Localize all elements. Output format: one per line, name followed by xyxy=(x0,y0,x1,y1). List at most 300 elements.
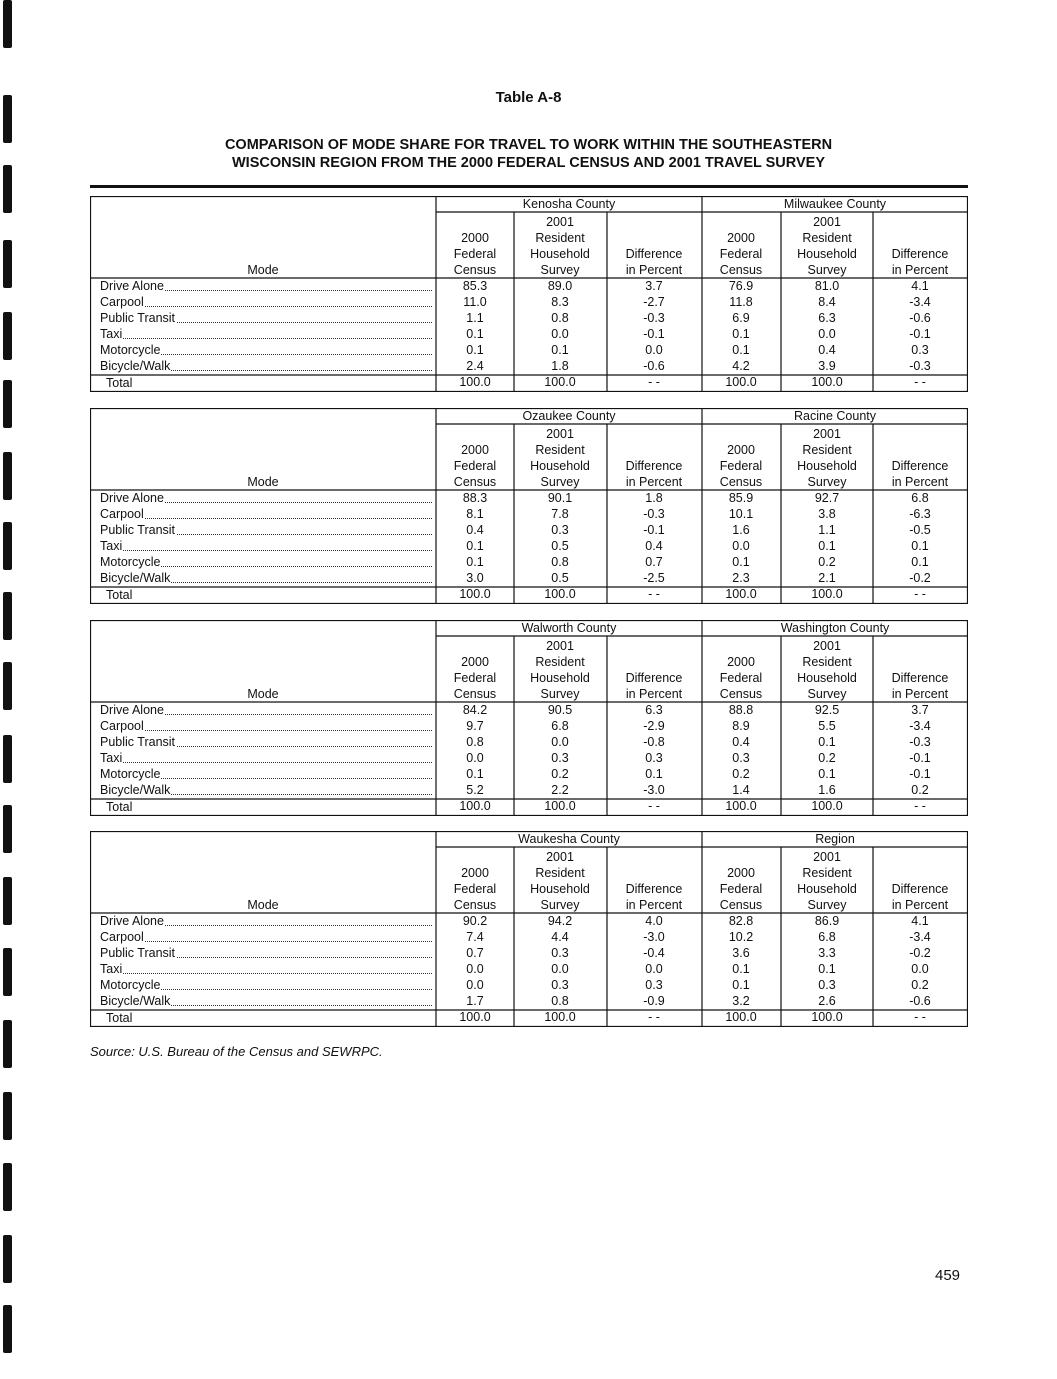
binder-mark xyxy=(3,1092,12,1140)
binder-mark xyxy=(3,1235,12,1283)
difference-header: Difference xyxy=(625,459,683,473)
binder-mark xyxy=(3,522,12,570)
survey-cell: 0.2 xyxy=(551,767,569,781)
leader-dots xyxy=(100,762,432,763)
total-survey-cell: 100.0 xyxy=(544,1010,576,1024)
survey-cell: 90.5 xyxy=(547,703,573,717)
table-block xyxy=(90,831,968,1027)
total-census-cell: 100.0 xyxy=(459,799,491,813)
survey-header: 2001 xyxy=(546,427,574,441)
census-cell: 8.9 xyxy=(732,719,750,733)
leader-dots xyxy=(100,518,432,519)
mode-label-text: Drive Alone xyxy=(100,491,164,505)
survey-header: Household xyxy=(797,459,857,473)
mode-row-label xyxy=(100,278,432,294)
total-difference-cell: - - xyxy=(648,587,660,601)
mode-row-label xyxy=(100,294,432,310)
survey-cell: 92.5 xyxy=(814,703,840,717)
mode-row-label xyxy=(100,310,432,326)
census-cell: 9.7 xyxy=(466,719,484,733)
survey-header: Resident xyxy=(535,866,585,880)
survey-header: Household xyxy=(530,882,590,896)
mode-label-text: Motorcycle xyxy=(100,343,161,357)
group-title: Racine County xyxy=(794,409,876,423)
total-difference-cell: - - xyxy=(914,587,926,601)
binder-mark xyxy=(3,312,12,360)
mode-label-text: Taxi xyxy=(100,327,123,341)
survey-cell: 4.4 xyxy=(551,930,569,944)
census-cell: 0.8 xyxy=(466,735,484,749)
mode-label-text: Motorcycle xyxy=(100,555,161,569)
binder-mark xyxy=(3,1020,12,1068)
survey-header: Survey xyxy=(540,263,580,277)
survey-header: 2001 xyxy=(546,215,574,229)
survey-header: 2001 xyxy=(813,427,841,441)
census-cell: 0.1 xyxy=(466,539,484,553)
difference-cell: -0.8 xyxy=(643,735,665,749)
total-census-cell: 100.0 xyxy=(725,1010,757,1024)
survey-cell: 92.7 xyxy=(814,491,840,505)
leader-dots xyxy=(100,730,432,731)
difference-header: Difference xyxy=(625,247,683,261)
difference-cell: -0.6 xyxy=(909,994,931,1008)
difference-header: in Percent xyxy=(891,687,949,701)
census-header: Federal xyxy=(453,459,497,473)
page-number: 459 xyxy=(935,1267,961,1284)
difference-cell: -3.0 xyxy=(643,783,665,797)
survey-header: Resident xyxy=(535,231,585,245)
census-cell: 0.1 xyxy=(466,343,484,357)
survey-cell: 3.8 xyxy=(818,507,836,521)
group-title: Walworth County xyxy=(521,621,617,635)
mode-row-label xyxy=(100,750,432,766)
mode-row-label xyxy=(100,522,432,538)
difference-header: Difference xyxy=(891,459,949,473)
total-census-cell: 100.0 xyxy=(459,1010,491,1024)
census-header: Federal xyxy=(453,247,497,261)
difference-header: in Percent xyxy=(891,898,949,912)
binder-mark xyxy=(3,948,12,996)
difference-cell: -0.1 xyxy=(909,751,931,765)
survey-cell: 0.1 xyxy=(818,767,836,781)
mode-label-text: Public Transit xyxy=(100,946,176,960)
survey-cell: 7.8 xyxy=(551,507,569,521)
census-cell: 0.0 xyxy=(466,978,484,992)
mode-label-text: Public Transit xyxy=(100,311,176,325)
census-header: Federal xyxy=(453,671,497,685)
survey-cell: 0.0 xyxy=(551,327,569,341)
binder-mark xyxy=(3,452,12,500)
binder-mark xyxy=(3,165,12,213)
census-cell: 0.0 xyxy=(466,751,484,765)
survey-cell: 0.1 xyxy=(818,962,836,976)
binder-margin xyxy=(0,0,14,1379)
census-cell: 0.2 xyxy=(732,767,750,781)
difference-cell: -0.6 xyxy=(909,311,931,325)
survey-cell: 0.1 xyxy=(551,343,569,357)
mode-label-text: Bicycle/Walk xyxy=(100,571,171,585)
survey-header: 2001 xyxy=(813,639,841,653)
mode-row-label xyxy=(100,506,432,522)
mode-row-label xyxy=(100,766,432,782)
difference-cell: 0.2 xyxy=(911,978,929,992)
census-cell: 0.1 xyxy=(732,327,750,341)
census-cell: 0.4 xyxy=(466,523,484,537)
difference-cell: 0.0 xyxy=(645,962,663,976)
mode-label-text: Motorcycle xyxy=(100,767,161,781)
census-header: Census xyxy=(453,898,497,912)
mode-row-label xyxy=(100,342,432,358)
survey-cell: 0.0 xyxy=(818,327,836,341)
survey-header: Household xyxy=(797,882,857,896)
mode-label-text: Public Transit xyxy=(100,523,176,537)
difference-header: Difference xyxy=(891,247,949,261)
census-cell: 2.3 xyxy=(732,571,750,585)
binder-mark xyxy=(3,1163,12,1211)
leader-dots xyxy=(100,973,432,974)
mode-row-label xyxy=(100,718,432,734)
mode-label-text: Public Transit xyxy=(100,735,176,749)
census-cell: 2.4 xyxy=(466,359,484,373)
census-cell: 82.8 xyxy=(728,914,754,928)
census-cell: 8.1 xyxy=(466,507,484,521)
survey-cell: 1.6 xyxy=(818,783,836,797)
census-header: Federal xyxy=(719,459,763,473)
survey-header: Survey xyxy=(540,898,580,912)
mode-row-label xyxy=(100,961,432,977)
difference-header: in Percent xyxy=(891,475,949,489)
total-difference-cell: - - xyxy=(648,1010,660,1024)
total-census-cell: 100.0 xyxy=(459,375,491,389)
survey-cell: 0.8 xyxy=(551,311,569,325)
mode-label-text: Bicycle/Walk xyxy=(100,783,171,797)
mode-label-text: Carpool xyxy=(100,295,144,309)
total-difference-cell: - - xyxy=(914,375,926,389)
census-cell: 0.1 xyxy=(466,327,484,341)
binder-mark xyxy=(3,592,12,640)
census-cell: 88.3 xyxy=(462,491,488,505)
difference-cell: 0.0 xyxy=(645,343,663,357)
total-difference-cell: - - xyxy=(914,799,926,813)
binder-mark xyxy=(3,380,12,428)
table-label: Table A-8 xyxy=(495,89,562,106)
survey-cell: 0.8 xyxy=(551,555,569,569)
survey-header: Resident xyxy=(535,443,585,457)
binder-mark xyxy=(3,662,12,710)
total-survey-cell: 100.0 xyxy=(811,1010,843,1024)
difference-cell: -2.9 xyxy=(643,719,665,733)
census-header: Census xyxy=(719,898,763,912)
leader-dots xyxy=(100,550,432,551)
difference-cell: 0.4 xyxy=(645,539,663,553)
difference-cell: -0.5 xyxy=(909,523,931,537)
survey-header: Resident xyxy=(802,231,852,245)
mode-header: Mode xyxy=(247,898,279,912)
census-header: Federal xyxy=(453,882,497,896)
table-block xyxy=(90,196,968,392)
difference-cell: 0.3 xyxy=(645,751,663,765)
survey-cell: 0.1 xyxy=(818,735,836,749)
difference-cell: 0.3 xyxy=(645,978,663,992)
survey-cell: 8.3 xyxy=(551,295,569,309)
census-cell: 5.2 xyxy=(466,783,484,797)
census-cell: 11.8 xyxy=(729,295,753,309)
census-cell: 1.6 xyxy=(732,523,750,537)
census-cell: 0.3 xyxy=(732,751,750,765)
survey-header: Household xyxy=(530,247,590,261)
census-cell: 85.9 xyxy=(728,491,754,505)
mode-label-text: Carpool xyxy=(100,719,144,733)
census-cell: 3.0 xyxy=(466,571,484,585)
survey-cell: 0.8 xyxy=(551,994,569,1008)
difference-cell: 0.7 xyxy=(645,555,663,569)
mode-header: Mode xyxy=(247,687,279,701)
mode-row-label xyxy=(100,913,432,929)
mode-row-label xyxy=(100,538,432,554)
mode-row-label xyxy=(100,734,432,750)
difference-cell: 0.0 xyxy=(911,962,929,976)
difference-cell: 0.2 xyxy=(911,783,929,797)
binder-mark xyxy=(3,1305,12,1353)
census-header: Census xyxy=(453,263,497,277)
survey-header: Resident xyxy=(802,866,852,880)
total-survey-cell: 100.0 xyxy=(811,375,843,389)
difference-header: Difference xyxy=(891,882,949,896)
survey-header: Resident xyxy=(535,655,585,669)
census-cell: 0.1 xyxy=(466,555,484,569)
total-row-label: Total xyxy=(106,376,133,390)
survey-cell: 0.3 xyxy=(551,751,569,765)
survey-cell: 0.5 xyxy=(551,539,569,553)
survey-header: Survey xyxy=(540,475,580,489)
survey-cell: 8.4 xyxy=(818,295,836,309)
difference-cell: 3.7 xyxy=(645,279,663,293)
total-survey-cell: 100.0 xyxy=(811,799,843,813)
census-header: Census xyxy=(719,263,763,277)
survey-cell: 6.8 xyxy=(551,719,569,733)
survey-cell: 0.0 xyxy=(551,962,569,976)
survey-header: Survey xyxy=(807,263,847,277)
census-header: Federal xyxy=(719,882,763,896)
mode-label-text: Bicycle/Walk xyxy=(100,359,171,373)
table-block xyxy=(90,620,968,816)
census-header: Federal xyxy=(719,671,763,685)
total-survey-cell: 100.0 xyxy=(544,587,576,601)
total-census-cell: 100.0 xyxy=(725,587,757,601)
mode-label-text: Carpool xyxy=(100,930,144,944)
difference-cell: -0.2 xyxy=(909,946,931,960)
census-cell: 90.2 xyxy=(462,914,488,928)
difference-cell: -3.4 xyxy=(909,295,931,309)
mode-row-label xyxy=(100,358,432,374)
difference-cell: -2.7 xyxy=(643,295,665,309)
census-header: Census xyxy=(719,475,763,489)
difference-header: in Percent xyxy=(625,263,683,277)
census-cell: 4.2 xyxy=(732,359,750,373)
group-title: Kenosha County xyxy=(522,197,616,211)
survey-cell: 0.5 xyxy=(551,571,569,585)
total-difference-cell: - - xyxy=(914,1010,926,1024)
leader-dots xyxy=(100,338,432,339)
mode-row-label xyxy=(100,977,432,993)
survey-cell: 5.5 xyxy=(818,719,836,733)
census-cell: 0.1 xyxy=(732,555,750,569)
title-line-1: COMPARISON OF MODE SHARE FOR TRAVEL TO WORK WITHIN THE SOUTHEASTERN xyxy=(224,137,833,153)
census-header: 2000 xyxy=(727,443,755,457)
survey-cell: 1.8 xyxy=(551,359,569,373)
group-title: Ozaukee County xyxy=(522,409,616,423)
difference-cell: -0.1 xyxy=(643,327,665,341)
survey-header: Resident xyxy=(802,655,852,669)
difference-header: Difference xyxy=(891,671,949,685)
census-header: 2000 xyxy=(727,866,755,880)
mode-label-text: Drive Alone xyxy=(100,703,164,717)
census-cell: 10.2 xyxy=(728,930,754,944)
census-cell: 85.3 xyxy=(462,279,488,293)
difference-cell: 3.7 xyxy=(911,703,929,717)
survey-cell: 94.2 xyxy=(547,914,573,928)
mode-row-label xyxy=(100,554,432,570)
census-cell: 0.0 xyxy=(466,962,484,976)
difference-cell: 4.0 xyxy=(645,914,663,928)
census-header: 2000 xyxy=(461,866,489,880)
difference-header: in Percent xyxy=(625,687,683,701)
survey-cell: 90.1 xyxy=(547,491,573,505)
survey-cell: 89.0 xyxy=(547,279,573,293)
difference-cell: 6.8 xyxy=(911,491,929,505)
census-header: 2000 xyxy=(727,655,755,669)
survey-header: 2001 xyxy=(813,850,841,864)
mode-header: Mode xyxy=(247,263,279,277)
survey-cell: 81.0 xyxy=(814,279,840,293)
census-cell: 6.9 xyxy=(732,311,750,325)
census-cell: 11.0 xyxy=(463,295,487,309)
survey-header: Survey xyxy=(807,687,847,701)
difference-cell: -0.2 xyxy=(909,571,931,585)
survey-cell: 0.2 xyxy=(818,555,836,569)
mode-row-label xyxy=(100,993,432,1009)
census-header: Federal xyxy=(719,247,763,261)
census-header: Census xyxy=(453,475,497,489)
survey-header: Survey xyxy=(807,475,847,489)
census-cell: 88.8 xyxy=(728,703,754,717)
mode-label-text: Drive Alone xyxy=(100,914,164,928)
source-note: Source: U.S. Bureau of the Census and SEWRPC. xyxy=(90,1044,383,1059)
census-cell: 0.4 xyxy=(732,735,750,749)
census-cell: 7.4 xyxy=(466,930,484,944)
difference-header: Difference xyxy=(625,671,683,685)
difference-cell: 0.1 xyxy=(645,767,663,781)
census-header: 2000 xyxy=(461,655,489,669)
group-title: Milwaukee County xyxy=(783,197,887,211)
difference-cell: -0.1 xyxy=(643,523,665,537)
difference-cell: -0.1 xyxy=(909,767,931,781)
difference-cell: -0.3 xyxy=(909,359,931,373)
difference-header: Difference xyxy=(625,882,683,896)
difference-cell: 0.1 xyxy=(911,539,929,553)
mode-row-label xyxy=(100,702,432,718)
binder-mark xyxy=(3,877,12,925)
census-cell: 84.2 xyxy=(462,703,488,717)
survey-cell: 86.9 xyxy=(814,914,840,928)
total-census-cell: 100.0 xyxy=(459,587,491,601)
mode-row-label xyxy=(100,570,432,586)
difference-cell: -3.4 xyxy=(909,930,931,944)
survey-cell: 3.9 xyxy=(818,359,836,373)
census-cell: 76.9 xyxy=(728,279,754,293)
difference-cell: -0.4 xyxy=(643,946,665,960)
survey-header: 2001 xyxy=(546,639,574,653)
difference-cell: -3.4 xyxy=(909,719,931,733)
total-row-label: Total xyxy=(106,1011,133,1025)
mode-label-text: Carpool xyxy=(100,507,144,521)
census-header: 2000 xyxy=(727,231,755,245)
survey-header: 2001 xyxy=(813,215,841,229)
survey-cell: 1.1 xyxy=(818,523,836,537)
mode-row-label xyxy=(100,490,432,506)
difference-cell: -6.3 xyxy=(909,507,931,521)
difference-cell: 6.3 xyxy=(645,703,663,717)
difference-cell: -0.6 xyxy=(643,359,665,373)
mode-row-label xyxy=(100,945,432,961)
survey-header: Household xyxy=(530,671,590,685)
mode-row-label xyxy=(100,326,432,342)
census-header: 2000 xyxy=(461,443,489,457)
census-cell: 1.7 xyxy=(466,994,484,1008)
census-cell: 0.1 xyxy=(466,767,484,781)
census-cell: 0.1 xyxy=(732,962,750,976)
binder-mark xyxy=(3,735,12,783)
census-cell: 0.1 xyxy=(732,343,750,357)
census-cell: 10.1 xyxy=(728,507,754,521)
census-cell: 0.7 xyxy=(466,946,484,960)
difference-cell: 4.1 xyxy=(911,914,929,928)
binder-mark xyxy=(3,805,12,853)
survey-cell: 0.3 xyxy=(551,523,569,537)
mode-header: Mode xyxy=(247,475,279,489)
mode-row-label xyxy=(100,929,432,945)
survey-header: 2001 xyxy=(546,850,574,864)
survey-header: Household xyxy=(530,459,590,473)
total-difference-cell: - - xyxy=(648,799,660,813)
total-row-label: Total xyxy=(106,588,133,602)
total-survey-cell: 100.0 xyxy=(544,375,576,389)
difference-header: in Percent xyxy=(625,475,683,489)
difference-cell: -0.3 xyxy=(643,507,665,521)
census-cell: 1.1 xyxy=(466,311,484,325)
survey-cell: 6.3 xyxy=(818,311,836,325)
census-cell: 3.2 xyxy=(732,994,750,1008)
survey-cell: 0.0 xyxy=(551,735,569,749)
binder-mark xyxy=(3,240,12,288)
group-title: Waukesha County xyxy=(518,832,620,846)
difference-header: in Percent xyxy=(625,898,683,912)
survey-cell: 0.1 xyxy=(818,539,836,553)
mode-label-text: Taxi xyxy=(100,751,123,765)
survey-cell: 0.4 xyxy=(818,343,836,357)
difference-cell: -3.0 xyxy=(643,930,665,944)
page-title xyxy=(120,136,937,172)
mode-label-text: Motorcycle xyxy=(100,978,161,992)
difference-cell: -0.3 xyxy=(909,735,931,749)
total-survey-cell: 100.0 xyxy=(811,587,843,601)
total-row-label: Total xyxy=(106,800,133,814)
difference-cell: 0.1 xyxy=(911,555,929,569)
mode-label-text: Drive Alone xyxy=(100,279,164,293)
total-census-cell: 100.0 xyxy=(725,799,757,813)
difference-cell: -0.1 xyxy=(909,327,931,341)
difference-cell: 1.8 xyxy=(645,491,663,505)
